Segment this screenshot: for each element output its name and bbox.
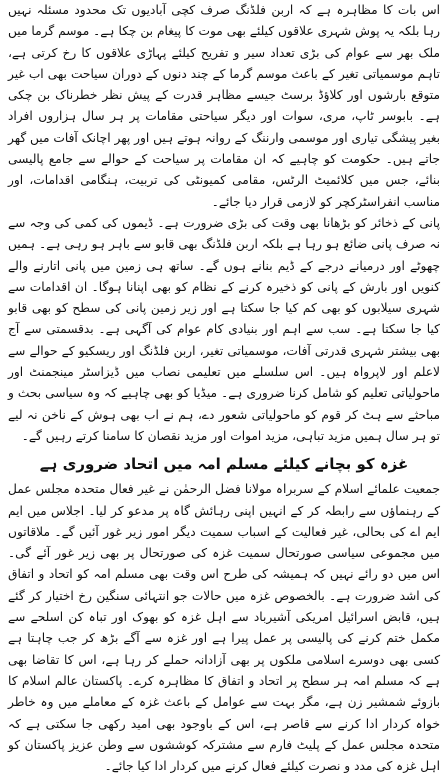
paragraph-water-reserves: پانی کے ذخائر کو بڑھانا بھی وقت کی بڑی ضرورت ہے۔ ڈیموں کی کمی کی وجہ سے نہ صرف پانی ضائع ہو رہا ہے بلکہ اربن فلڈنگ بھی قابو سے باہر ہو رہی ہے۔ ہمیں چھوٹے اور درمیانے درجے کے ڈیم بنانے ہوں گے۔ ساتھ ہی زمین میں پانی اتارنے والے کنویں اور بارش کے پانی کو ذخیرہ کرنے کے نظام کو بھی اپنانا ہوگا۔ ان اقدامات سے شہری سیلابوں کو بھی کم کیا جا سکتا ہے اور زیر زمین پانی کی سطح کو بھی قابو کیا جا سکتا ہے۔ سب سے اہم اور بنیادی کام عوام کی آگہی ہے۔ بدقسمتی سے آج بھی بیشتر شہری قدرتی آفات، موسمیاتی تغیر، اربن فلڈنگ اور ریسکیو کے حوالے سے لاعلم اور لاپرواہ ہیں۔ اس سلسلے میں تعلیمی نصاب میں ڈیزاسٹر مینجمنٹ اور ماحولیاتی تعلیم کو شامل کرنا ضروری ہے۔ میڈیا کو بھی چاہیے کہ وہ سیاسی بحث و مباحثے سے ہٹ کر قوم کو ماحولیاتی شعور دے، ہم نے اب بھی ہوش کے ناخن نہ لیے تو ہر سال ہمیں مزید تباہی، مزید اموات اور مزید نقصان کا سامنا کرتے رہیں گے۔ [8,215,440,443]
section-heading-gaza: غزہ کو بچانے کیلئے مسلم امہ میں اتحاد ضروری ہے [39,455,409,474]
paragraph-gaza-unity: جمعیت علمائے اسلام کے سربراہ مولانا فضل الرحمٰن نے غیر فعال متحدہ مجلس عمل کے رہنماؤں سے رابطہ کر کے انہیں اپنی رہائش گاہ پر مدعو کر لیا۔ اجلاس میں ایم ایم اے کی بحالی، غیر فعالیت کے اسباب سمیت دیگر امور زیر غور آئیں گے۔ ملاقاتوں میں مجموعی سیاسی صورتحال سمیت غزہ کی صورتحال پر بھی زیر غور آئے گی۔ اس میں دو رائے نہیں کہ ہمیشہ کی طرح اس وقت بھی مسلم امہ کو اتحاد و اتفاق کی اشد ضرورت ہے۔ بالخصوص غزہ میں حالات جو انتہائی سنگین رخ اختیار کر گئے ہیں، قابض اسرائیل امریکی آشیرباد سے اہل غزہ کو بھوک اور تباہ کن اسلحے سے مکمل ختم کرنے کی پالیسی پر عمل پیرا ہے اور غزہ سے آگے بڑھ کر جب چاہتا ہے کسی بھی دوسرے اسلامی ملکوں پر بھی آزادانہ حملے کر رہا ہے، اس کا تقاضا بھی ہے کہ مسلم امہ ہر سطح پر اتحاد و اتفاق کا مظاہرہ کرے۔ پاکستان عالم اسلام کا بازوئے شمشیر زن ہے، مگر بہت سے عوامل کے باعث غزہ کے معاملے میں وہ خاطر خواہ کردار ادا کرنے سے قاصر ہے، اس کے باوجود بھی امید رکھی جا سکتی ہے کہ متحدہ مجلس عمل کے پلیٹ فارم سے مشترکہ کوششوں سے وطن عزیز پاکستان کو اہل غزہ کی مدد و نصرت کیلئے فعال کرنے میں کردار ادا کیا جائے۔ [8,482,440,774]
paragraph-urban-flooding: اس بات کا مظاہرہ ہے کہ اربن فلڈنگ صرف کچی آبادیوں تک محدود مسئلہ نہیں رہا بلکہ یہ پوش شہری علاقوں کیلئے بھی موت کا پیغام بن چکا ہے۔ موسم گرما میں ملک بھر سے عوام کی بڑی تعداد سیر و تفریح کیلئے پہاڑی علاقوں کا رخ کرتی ہے، تاہم موسمیاتی تغیر کے باعث موسم گرما کے چند دنوں کے دوران سیاحت بھی اب غیر متوقع بارشوں اور کلاؤڈ برسٹ جیسے مظاہر قدرت کے پیش نظر خطرناک بن چکی ہے۔ بابوسر ٹاپ، مری، سوات اور دیگر سیاحتی مقامات پر ہر سال ہزاروں افراد بغیر پیشگی تیاری اور موسمی وارننگ کے روانہ ہوتے ہیں اور پھر اچانک آفات میں گھر جاتے ہیں۔ حکومت کو چاہیے کہ ان مقامات پر سیاحت کے حوالے سے جامع پالیسی بنائے، جس میں کلائمیٹ الرٹس، مقامی کمیونٹی کی تربیت، ہنگامی اقدامات، اور مناسب انفراسٹرکچر کو لازمی قرار دیا جائے۔ [8,3,440,209]
